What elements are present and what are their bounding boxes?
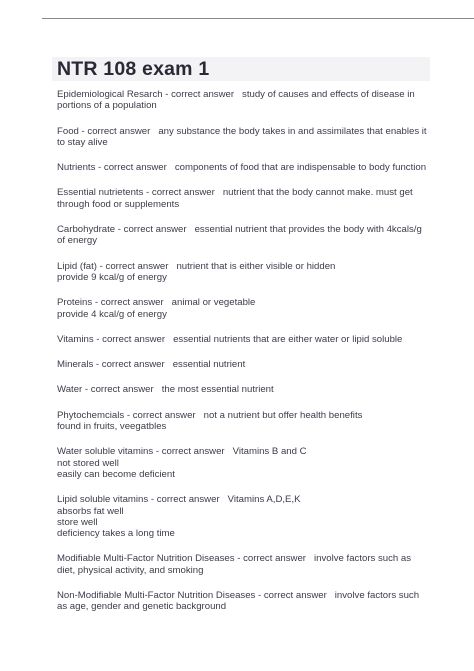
- list-item: [57, 162, 449, 173]
- entry-answer-label: correct answer: [90, 384, 154, 396]
- entry-answer-label: correct answer: [105, 260, 169, 272]
- entry-first-line: Water soluble vitamins - correct answer Vitamins B and C: [57, 446, 307, 458]
- list-item: [57, 494, 449, 539]
- entry-term: Modifiable Multi-Factor Nutrition Diseases: [57, 553, 235, 565]
- entry-continuation-line: as age, gender and genetic background: [57, 601, 227, 613]
- entry-definition: essential nutrients that are either water or lipid soluble: [173, 333, 403, 345]
- list-item: [57, 126, 449, 149]
- entry-continuation-line: through food or supplements: [57, 198, 180, 210]
- entry-term: Carbohydrate: [57, 224, 116, 236]
- entry-first-line: Epidemiological Resarch - correct answer study of causes and effects of disease in: [57, 89, 415, 100]
- entry-first-line: Essential nutrietents - correct answer nutrient that the body cannot make. must get: [57, 187, 413, 199]
- entry-answer-label: correct answer: [243, 553, 306, 565]
- entry-first-line: Lipid (fat) - correct answer nutrient that is either visible or hidden: [57, 260, 336, 272]
- entry-answer-label: correct answer: [123, 224, 187, 236]
- entry-term: Minerals: [57, 359, 94, 371]
- list-item: [57, 334, 449, 345]
- entry-definition: involve factors such as: [314, 553, 412, 565]
- entry-first-line: Water - correct answer the most essential nutrient: [57, 384, 274, 396]
- entry-continuation-line: not stored well: [57, 457, 119, 469]
- list-item: [57, 410, 449, 433]
- entry-answer-label: correct answer: [132, 409, 196, 421]
- entry-definition: nutrient that the body cannot make. must get: [222, 187, 413, 199]
- list-item: [57, 224, 449, 247]
- entry-term: Non-Modifiable Multi-Factor Nutrition Diseases: [57, 590, 256, 602]
- entry-term: Essential nutrietents: [57, 187, 144, 199]
- list-item: [57, 297, 449, 320]
- entry-definition: nutrient that is either visible or hidden: [176, 260, 336, 272]
- entry-continuation-line: of energy: [57, 235, 98, 247]
- entry-term: Lipid (fat): [57, 260, 97, 272]
- entry-continuation-line: easily can become deficient: [57, 468, 175, 480]
- entry-first-line: Minerals - correct answer essential nutrient: [57, 359, 246, 371]
- entry-term: Food: [57, 125, 79, 137]
- entry-continuation-line: diet, physical activity, and smoking: [57, 564, 204, 576]
- entry-first-line: Proteins - correct answer animal or vegetable: [57, 297, 256, 309]
- top-divider: [42, 18, 474, 19]
- entry-term: Proteins: [57, 297, 93, 309]
- entry-continuation-line: provide 9 kcal/g of energy: [57, 271, 167, 283]
- entry-definition: essential nutrient: [172, 359, 246, 371]
- entry-answer-label: correct answer: [151, 187, 215, 199]
- entry-first-line: Non-Modifiable Multi-Factor Nutrition Diseases - correct answer involve factors such: [57, 590, 420, 602]
- list-item: [57, 553, 449, 576]
- list-item: [57, 187, 449, 210]
- entry-first-line: Nutrients - correct answer components of food that are indispensable to body function: [57, 162, 427, 174]
- entry-continuation-line: absorbs fat well: [57, 505, 124, 517]
- entry-definition: the most essential nutrient: [161, 384, 274, 396]
- entry-definition: components of food that are indispensable to body function: [174, 162, 427, 174]
- entry-answer-label: correct answer: [100, 297, 164, 309]
- entry-term: Water soluble vitamins: [57, 446, 154, 458]
- entry-answer-label: correct answer: [101, 359, 165, 371]
- entry-definition: Vitamins A,D,E,K: [227, 494, 301, 506]
- list-item: [57, 384, 449, 395]
- entry-first-line: Food - correct answer any substance the body takes in and assimilates that enables it: [57, 125, 427, 137]
- entry-continuation-line: portions of a population: [57, 100, 157, 112]
- entry-definition: Vitamins B and C: [232, 446, 307, 458]
- entry-term: Phytochemcials: [57, 409, 125, 421]
- entry-first-line: Phytochemcials - correct answer not a nutrient but offer health benefits: [57, 409, 363, 421]
- list-item: [57, 261, 449, 284]
- entry-definition: involve factors such: [334, 590, 420, 602]
- entry-definition: study of causes and effects of disease in: [242, 89, 415, 100]
- entry-first-line: Vitamins - correct answer essential nutrients that are either water or lipid soluble: [57, 333, 403, 345]
- entry-term: Vitamins: [57, 333, 94, 345]
- entry-answer-label: correct answer: [102, 333, 166, 345]
- entry-list: [57, 89, 449, 627]
- list-item: [57, 590, 449, 613]
- entry-term: Lipid soluble vitamins: [57, 494, 149, 506]
- entry-continuation-line: store well: [57, 516, 98, 528]
- list-item: [57, 446, 449, 480]
- entry-definition: essential nutrient that provides the body with 4kcals/g: [194, 224, 422, 236]
- entry-continuation-line: to stay alive: [57, 136, 108, 148]
- entry-term: Water: [57, 384, 83, 396]
- entry-term: Epidemiological Resarch: [57, 89, 163, 100]
- entry-continuation-line: deficiency takes a long time: [57, 528, 175, 540]
- list-item: [57, 89, 449, 112]
- entry-first-line: Modifiable Multi-Factor Nutrition Diseases - correct answer involve factors such as: [57, 553, 412, 565]
- page-title: NTR 108 exam 1: [57, 58, 210, 80]
- entry-first-line: Carbohydrate - correct answer essential nutrient that provides the body with 4kcals/g: [57, 224, 422, 236]
- entry-definition: any substance the body takes in and assimilates that enables it: [158, 125, 427, 137]
- entry-first-line: Lipid soluble vitamins - correct answer Vitamins A,D,E,K: [57, 494, 301, 506]
- entry-continuation-line: provide 4 kcal/g of energy: [57, 308, 167, 320]
- entry-answer-label: correct answer: [263, 590, 327, 602]
- entry-answer-label: correct answer: [171, 89, 235, 100]
- entry-continuation-line: found in fruits, veegatbles: [57, 421, 167, 433]
- entry-answer-label: correct answer: [161, 446, 225, 458]
- entry-answer-label: correct answer: [103, 162, 167, 174]
- list-item: [57, 359, 449, 370]
- entry-answer-label: correct answer: [156, 494, 220, 506]
- entry-term: Nutrients: [57, 162, 96, 174]
- entry-definition: animal or vegetable: [171, 297, 256, 309]
- entry-answer-label: correct answer: [87, 125, 151, 137]
- entry-definition: not a nutrient but offer health benefits: [203, 409, 363, 421]
